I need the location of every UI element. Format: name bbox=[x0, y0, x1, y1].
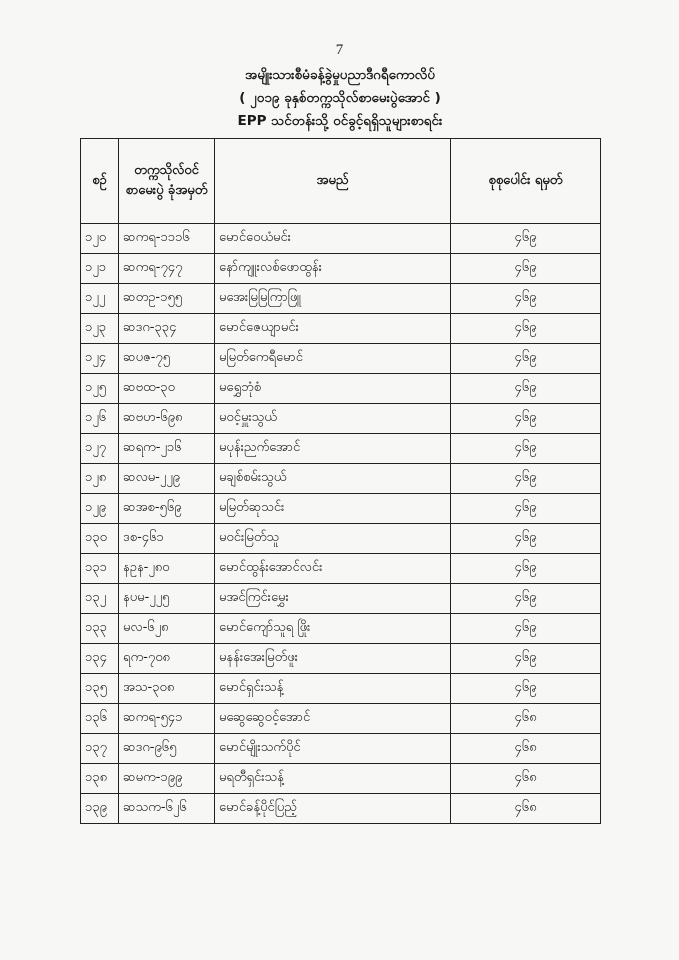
serial-cell: ၁၂၃ bbox=[81, 314, 119, 344]
score-cell: ၄၆၉ bbox=[451, 404, 601, 434]
roll-number-cell: ဆသက-၆၂၆ bbox=[119, 794, 215, 824]
header-exam-year: ( ၂၀၁၉ ခုနှစ်တက္ကသိုလ်စာမေးပွဲအောင် ) bbox=[239, 90, 441, 106]
table-row bbox=[81, 584, 601, 614]
serial-cell: ၁၃၇ bbox=[81, 734, 119, 764]
score-cell: ၄၆၉ bbox=[451, 344, 601, 374]
name-cell: မဝင်းမြတ်သူ bbox=[215, 524, 451, 554]
roll-number-cell: ဆဒဂ-၉၆၅ bbox=[119, 734, 215, 764]
score-cell: ၄၆၉ bbox=[451, 674, 601, 704]
roll-number-cell: ဒစ-၄၆၁ bbox=[119, 524, 215, 554]
serial-cell: ၁၂၄ bbox=[81, 344, 119, 374]
serial-cell: ၁၂၉ bbox=[81, 494, 119, 524]
roll-number-cell: နဥန-၂၈၀ bbox=[119, 554, 215, 584]
serial-cell: ၁၂၇ bbox=[81, 434, 119, 464]
table-row bbox=[81, 554, 601, 584]
table-header-row bbox=[81, 139, 601, 224]
roll-number-cell: ဆဒဂ-၃၃၄ bbox=[119, 314, 215, 344]
column-header-name: အမည် bbox=[215, 139, 451, 224]
score-cell: ၄၆၈ bbox=[451, 794, 601, 824]
name-cell: နော်ကျူးလစ်ဖောထွန်း bbox=[215, 254, 451, 284]
header-list-title: EPP သင်တန်းသို့ ဝင်ခွင့်ရရှိသူများစာရင်း bbox=[237, 113, 443, 129]
serial-cell: ၁၂၂ bbox=[81, 284, 119, 314]
score-cell: ၄၆၉ bbox=[451, 644, 601, 674]
column-header-total-score: စုစုပေါင်း ရမှတ် bbox=[451, 139, 601, 224]
name-cell: မောင်ကျော်သူရ ဖြိုး bbox=[215, 614, 451, 644]
table-row bbox=[81, 404, 601, 434]
roll-number-cell: ဆတဥ-၁၅၅ bbox=[119, 284, 215, 314]
name-cell: မောင်ရှင်းသန့် bbox=[215, 674, 451, 704]
table-row bbox=[81, 284, 601, 314]
name-cell: မအေးမြမြကြာဖြူ bbox=[215, 284, 451, 314]
table-row bbox=[81, 374, 601, 404]
roll-number-cell: ဆကရ-၁၁၁၆ bbox=[119, 224, 215, 254]
score-cell: ၄၆၈ bbox=[451, 704, 601, 734]
name-cell: မောင်မျိုးသက်ပိုင် bbox=[215, 734, 451, 764]
serial-cell: ၁၃၆ bbox=[81, 704, 119, 734]
serial-cell: ၁၃၃ bbox=[81, 614, 119, 644]
document-header bbox=[60, 64, 620, 133]
score-cell: ၄၆၉ bbox=[451, 284, 601, 314]
score-cell: ၄၆၉ bbox=[451, 524, 601, 554]
name-cell: မနန်းအေးမြတ်ဖူး bbox=[215, 644, 451, 674]
table-row bbox=[81, 704, 601, 734]
roll-number-cell: ဆကရ-၇၄၇ bbox=[119, 254, 215, 284]
score-cell: ၄၆၉ bbox=[451, 464, 601, 494]
roll-number-cell: မလ-၆၂၈ bbox=[119, 614, 215, 644]
roll-number-cell: ဆအစ-၅၆၉ bbox=[119, 494, 215, 524]
score-cell: ၄၆၉ bbox=[451, 374, 601, 404]
name-cell: မရတီရှင်းသန့် bbox=[215, 764, 451, 794]
table-row bbox=[81, 224, 601, 254]
score-cell: ၄၆၉ bbox=[451, 614, 601, 644]
table-row bbox=[81, 614, 601, 644]
roll-number-cell: ရက-၇၀၈ bbox=[119, 644, 215, 674]
serial-cell: ၁၂၈ bbox=[81, 464, 119, 494]
table-row bbox=[81, 254, 601, 284]
serial-cell: ၁၃၅ bbox=[81, 674, 119, 704]
name-cell: မဆွေဆွေဝင့်အောင် bbox=[215, 704, 451, 734]
roll-number-cell: ဆမက-၁၉၉ bbox=[119, 764, 215, 794]
name-cell: မပုန်းညက်အောင် bbox=[215, 434, 451, 464]
serial-cell: ၁၂၅ bbox=[81, 374, 119, 404]
score-cell: ၄၆၈ bbox=[451, 764, 601, 794]
serial-cell: ၁၂၁ bbox=[81, 254, 119, 284]
table-row bbox=[81, 344, 601, 374]
table-row bbox=[81, 314, 601, 344]
name-cell: မအင်ကြင်းမွှေး bbox=[215, 584, 451, 614]
name-cell: မောင်ထွန်းအောင်လင်း bbox=[215, 554, 451, 584]
name-cell: မောင်ခန့်ပိုင်ပြည့် bbox=[215, 794, 451, 824]
name-cell: မောင်ဇေယျာမင်း bbox=[215, 314, 451, 344]
score-cell: ၄၆၉ bbox=[451, 554, 601, 584]
name-cell: မချစ်စမ်းသွယ် bbox=[215, 464, 451, 494]
table-row bbox=[81, 464, 601, 494]
score-cell: ၄၆၉ bbox=[451, 494, 601, 524]
score-cell: ၄၆၉ bbox=[451, 314, 601, 344]
score-cell: ၄၆၉ bbox=[451, 224, 601, 254]
serial-cell: ၁၂၆ bbox=[81, 404, 119, 434]
table-row bbox=[81, 764, 601, 794]
roll-number-cell: အသ-၃၀၈ bbox=[119, 674, 215, 704]
name-cell: မောင်ဝေယံမင်း bbox=[215, 224, 451, 254]
serial-cell: ၁၂၀ bbox=[81, 224, 119, 254]
name-cell: မရွှေဘုံစံ bbox=[215, 374, 451, 404]
name-cell: မမြတ်ကေရီမောင် bbox=[215, 344, 451, 374]
roll-number-cell: နပမ-၂၂၅ bbox=[119, 584, 215, 614]
roll-number-cell: ဆကရ-၅၄၁ bbox=[119, 704, 215, 734]
score-cell: ၄၆၉ bbox=[451, 434, 601, 464]
table-row bbox=[81, 434, 601, 464]
table-row bbox=[81, 674, 601, 704]
header-college-title: အမျိုးသားစီမံခန့်ခွဲမှုပညာဒီဂရီကောလိပ် bbox=[244, 67, 436, 83]
roll-number-cell: ဆပဇ-၇၅ bbox=[119, 344, 215, 374]
column-header-roll-number: တက္ကသိုလ်ဝင် စာမေးပွဲ ခုံအမှတ် bbox=[119, 139, 215, 224]
name-cell: မဝင့်မှူးသွယ် bbox=[215, 404, 451, 434]
serial-cell: ၁၃၂ bbox=[81, 584, 119, 614]
serial-cell: ၁၃၉ bbox=[81, 794, 119, 824]
table-row bbox=[81, 524, 601, 554]
admission-list-table bbox=[80, 138, 601, 824]
score-cell: ၄၆၈ bbox=[451, 734, 601, 764]
table-row bbox=[81, 644, 601, 674]
roll-number-cell: ဆရက-၂၁၆ bbox=[119, 434, 215, 464]
table-row bbox=[81, 494, 601, 524]
column-header-serial: စဉ် bbox=[81, 139, 119, 224]
serial-cell: ၁၃၈ bbox=[81, 764, 119, 794]
table-row bbox=[81, 794, 601, 824]
table-row bbox=[81, 734, 601, 764]
roll-number-cell: ဆဗဟ-၆၉၈ bbox=[119, 404, 215, 434]
name-cell: မမြတ်ဆုသင်း bbox=[215, 494, 451, 524]
score-cell: ၄၆၉ bbox=[451, 254, 601, 284]
serial-cell: ၁၃၁ bbox=[81, 554, 119, 584]
serial-cell: ၁၃၄ bbox=[81, 644, 119, 674]
roll-number-cell: ဆဗထ-၃၀ bbox=[119, 374, 215, 404]
roll-number-cell: ဆလမ-၂၂၉ bbox=[119, 464, 215, 494]
score-cell: ၄၆၉ bbox=[451, 584, 601, 614]
page-number: 7 bbox=[335, 42, 344, 58]
serial-cell: ၁၃၀ bbox=[81, 524, 119, 554]
